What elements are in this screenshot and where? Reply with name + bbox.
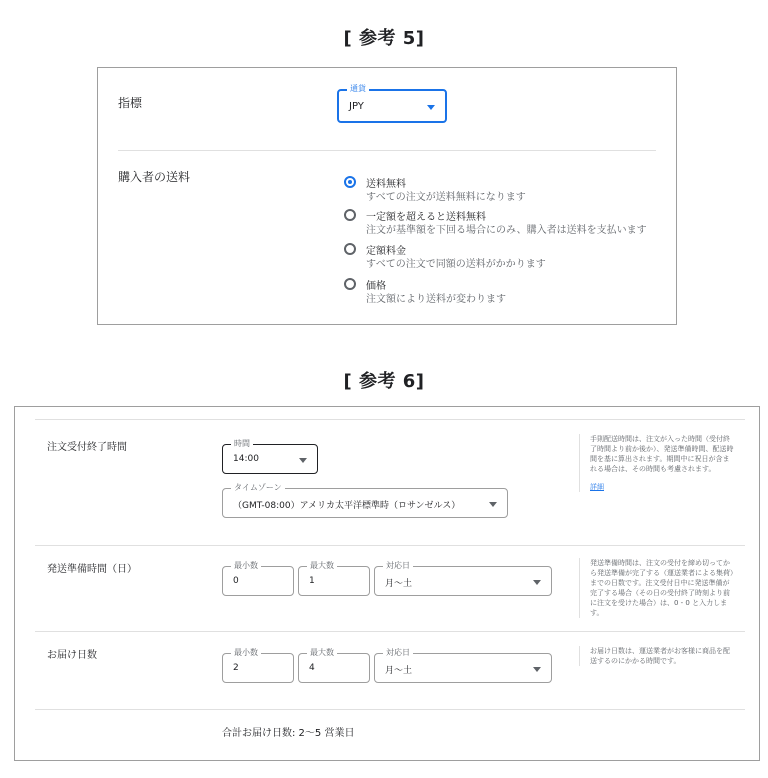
radio-title: 定額料金 (366, 246, 406, 257)
radio-unchecked-icon[interactable] (344, 209, 356, 221)
min-field-label: 最小数 (231, 560, 261, 572)
delivery-max-input[interactable] (298, 648, 370, 683)
radio-title: 価格 (366, 281, 386, 292)
reference-6-title: [ 参考 6] (343, 371, 425, 392)
min-value: 0 (233, 576, 239, 586)
dropdown-arrow-icon (533, 580, 541, 585)
currency-select[interactable] (337, 84, 447, 123)
delivery-days-select[interactable] (374, 648, 552, 683)
cutoff-help (579, 434, 735, 492)
min-value: 2 (233, 663, 239, 673)
handling-help (579, 558, 735, 618)
handling-days-select[interactable] (374, 561, 552, 596)
handling-min-input[interactable] (222, 561, 294, 596)
shipping-settings-panel (97, 67, 677, 325)
order-cutoff-section (35, 420, 745, 546)
radio-unchecked-icon[interactable] (344, 243, 356, 255)
cutoff-help-text: 手則配送時間は、注文が入った時間（受付終了時間より前か後か）、発送準備時間、配送時間を基に算出されます。期間中に祝日が含まれる場合は、その時間も考慮されます。 (590, 435, 734, 473)
divider (118, 150, 656, 151)
radio-description: 注文が基準額を下回る場合にのみ、購入者は送料を支払います (366, 225, 647, 236)
radio-unchecked-icon[interactable] (344, 278, 356, 290)
timezone-select[interactable] (222, 483, 508, 518)
max-field-label: 最大数 (307, 647, 337, 659)
days-value: 月〜土 (385, 666, 413, 676)
delivery-time-panel (14, 406, 760, 761)
indicator-label: 指標 (118, 96, 143, 110)
handling-help-text: 発送準備時間は、注文の受付を締め切ってから発送準備が完了する（運送業者による集荷）までの日数です。注文受付日中に発送準備が完了する場合（その日の受付終了時刻より前に注文を受けた場合）は、0 - 0 と入力します。 (590, 559, 734, 617)
days-value: 月〜土 (385, 579, 413, 589)
delivery-days-section (35, 632, 745, 710)
radio-description: すべての注文で同額の送料がかかります (366, 259, 546, 270)
handling-max-input[interactable] (298, 561, 370, 596)
delivery-help (579, 646, 735, 666)
days-field-label: 対応日 (383, 560, 413, 572)
time-value: 14:00 (233, 454, 259, 464)
handling-time-label: 発送準備時間（日） (47, 564, 137, 575)
delivery-help-text: お届け日数は、運送業者がお客様に商品を配送するのにかかる時間です。 (590, 647, 730, 665)
max-field-label: 最大数 (307, 560, 337, 572)
min-field-label: 最小数 (231, 647, 261, 659)
learn-more-link[interactable]: 詳細 (590, 483, 604, 491)
currency-value: JPY (349, 101, 364, 112)
dropdown-arrow-icon (299, 458, 307, 463)
reference-5-title: [ 参考 5] (343, 28, 425, 49)
total-delivery-section (35, 710, 745, 762)
delivery-days-label: お届け日数 (47, 650, 97, 661)
max-value: 4 (309, 663, 315, 673)
radio-title: 送料無料 (366, 179, 406, 190)
buyer-shipping-label: 購入者の送料 (118, 170, 191, 184)
currency-field-label: 通貨 (347, 83, 369, 95)
max-value: 1 (309, 576, 315, 586)
total-delivery-days: 合計お届け日数: 2〜5 営業日 (222, 728, 355, 739)
radio-description: すべての注文が送料無料になります (366, 192, 526, 203)
timezone-value: （GMT-08:00）アメリカ太平洋標準時（ロサンゼルス） (233, 501, 461, 511)
days-field-label: 対応日 (383, 647, 413, 659)
radio-title: 一定額を超えると送料無料 (366, 212, 486, 223)
order-cutoff-label: 注文受付終了時間 (47, 442, 127, 453)
delivery-min-input[interactable] (222, 648, 294, 683)
handling-time-section (35, 546, 745, 632)
dropdown-arrow-icon (427, 105, 435, 110)
dropdown-arrow-icon (533, 667, 541, 672)
timezone-field-label: タイムゾーン (231, 482, 285, 494)
radio-description: 注文額により送料が変わります (366, 294, 506, 305)
cutoff-time-select[interactable] (222, 439, 318, 474)
radio-checked-icon[interactable] (344, 176, 356, 188)
dropdown-arrow-icon (489, 502, 497, 507)
time-field-label: 時間 (231, 438, 253, 450)
